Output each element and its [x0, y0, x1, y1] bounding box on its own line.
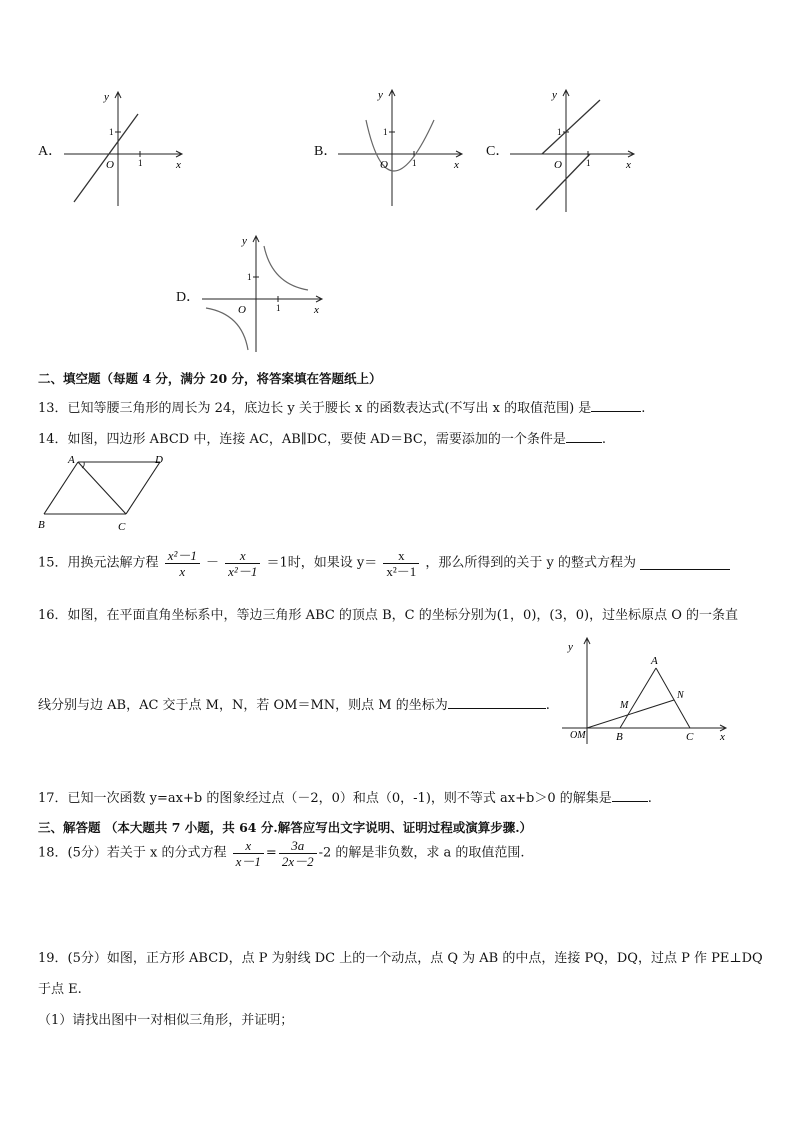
- svg-text:C: C: [686, 731, 694, 743]
- x-axis-label: x: [176, 159, 181, 171]
- tick-y-label: 1: [557, 127, 562, 137]
- tick-x-label: 1: [138, 158, 143, 168]
- svg-text:x: x: [720, 731, 725, 743]
- x-axis-label: x: [454, 159, 459, 171]
- question-13: 13．已知等腰三角形的周长为 24，底边长 y 关于腰长 x 的函数表达式(不写出 x 的取值范围) 是 .: [38, 401, 646, 416]
- parabola-graph: [366, 120, 434, 171]
- question-16-line-2: 线分别与边 AB，AC 交于点 M，N，若 OM＝MN，则点 M 的坐标为 .: [38, 698, 550, 713]
- option-d-label: D．: [176, 290, 201, 305]
- tick-x-label: 1: [412, 158, 417, 168]
- svg-text:B: B: [38, 519, 45, 531]
- svg-text:D: D: [155, 454, 163, 466]
- option-b-label: B．: [314, 144, 338, 159]
- tick-x-label: 1: [586, 158, 591, 168]
- fraction: $\frac{x}{\text{x²－1}}$: [383, 548, 419, 579]
- fraction: $\frac{x}{x-1}$: [233, 838, 264, 869]
- svg-text:A: A: [651, 655, 658, 667]
- tick-y-label: 1: [109, 127, 114, 137]
- answer-blank: [566, 430, 602, 443]
- question-18: 18．(5分）若关于 x 的分式方程 $\frac{x}{x-1}$ = $\frac{3a}{2x-2}$ -2 的解是非负数，求 a 的取值范围.: [38, 838, 525, 869]
- question-13-text: 13．已知等腰三角形的周长为 24，底边长 y 关于腰长 x 的函数表达式(不写出 x 的取值范围) 是: [38, 401, 592, 416]
- linear-graph-2: [536, 154, 590, 210]
- answer-blank: [640, 557, 730, 570]
- option-b-graph: [334, 86, 466, 210]
- svg-text:OM: OM: [570, 730, 586, 741]
- tick-x-label: 1: [276, 303, 281, 313]
- diagonal-ac: [78, 462, 126, 514]
- x-axis-label: x: [626, 159, 631, 171]
- side-ab: [620, 668, 656, 728]
- answer-blank: [612, 789, 648, 802]
- question-19-part-1: （1）请找出图中一对相似三角形，并证明；: [38, 1013, 294, 1028]
- y-axis-label: y: [378, 89, 383, 101]
- question-15: 15．用换元法解方程 $\frac{\text{x²－1}}{x}$ － $\frac{x}{\text{x²－1}}$ ＝1时，如果设 y＝ $\frac{x}{\text{x²－1}}$ ，那么所得到的关于 y 的整式方程为: [38, 548, 730, 579]
- origin-label: O: [238, 304, 246, 316]
- fraction: $\frac{\text{x²－1}}{x}$: [165, 548, 200, 579]
- answer-blank: [591, 399, 641, 412]
- question-16-line-1: 16．如图，在平面直角坐标系中，等边三角形 ABC 的顶点 B，C 的坐标分别为(1，0)，(3，0)，过坐标原点 O 的一条直: [38, 608, 738, 623]
- option-c-label: C．: [486, 144, 510, 159]
- x-axis-label: x: [314, 304, 319, 316]
- section-3-title: 三、解答题 （本大题共 7 小题，共 64 分.解答应写出文字说明、证明过程或演算步骤.）: [38, 820, 533, 835]
- fraction: $\frac{x}{\text{x²－1}}$: [225, 548, 260, 579]
- option-d-graph: [198, 232, 326, 356]
- side-ac: [656, 668, 690, 728]
- origin-label: O: [380, 159, 388, 171]
- svg-text:A: A: [68, 454, 75, 466]
- option-a-graph: [60, 88, 190, 210]
- question-14-figure: [32, 450, 174, 534]
- question-19-line-2: 于点 E.: [38, 982, 82, 997]
- tick-y-label: 1: [247, 272, 252, 282]
- line-through-origin: [587, 700, 674, 728]
- origin-label: O: [106, 159, 114, 171]
- answer-blank: [448, 696, 546, 709]
- svg-text:y: y: [568, 641, 573, 653]
- hyperbola-branch-1: [264, 246, 308, 290]
- section-2-title: 二、填空题（每题 4 分，满分 20 分，将答案填在答题纸上）: [38, 371, 382, 386]
- y-axis-label: y: [242, 235, 247, 247]
- origin-label: O: [554, 159, 562, 171]
- svg-text:N: N: [677, 690, 684, 701]
- question-16-figure: [560, 634, 736, 748]
- question-14: 14．如图，四边形 ABCD 中，连接 AC，AB∥DC，要使 AD＝BC，需要添加的一个条件是 .: [38, 432, 606, 447]
- question-14-text: 14．如图，四边形 ABCD 中，连接 AC，AB∥DC，要使 AD＝BC，需要添加的一个条件是: [38, 432, 566, 447]
- y-axis-label: y: [552, 89, 557, 101]
- question-17: 17．已知一次函数 y=ax+b 的图象经过点（－2，0）和点（0，-1)，则不等式 ax+b＞0 的解集是 .: [38, 791, 652, 806]
- svg-text:C: C: [118, 521, 126, 533]
- svg-text:B: B: [616, 731, 623, 743]
- tick-y-label: 1: [383, 127, 388, 137]
- question-17-text: 17．已知一次函数 y=ax+b 的图象经过点（－2，0）和点（0，-1)，则不等式 ax+b＞0 的解集是: [38, 791, 612, 806]
- fraction: $\frac{3a}{2x-2}$: [279, 838, 317, 869]
- linear-graph: [74, 114, 138, 202]
- y-axis-label: y: [104, 91, 109, 103]
- question-19-line-1: 19．(5分）如图，正方形 ABCD，点 P 为射线 DC 上的一个动点，点 Q 为 AB 的中点，连接 PQ，DQ，过点 P 作 PE⊥DQ: [38, 951, 763, 966]
- option-a-label: A．: [38, 144, 63, 159]
- option-c-graph: [506, 86, 638, 216]
- svg-text:M: M: [620, 700, 629, 711]
- linear-graph-1: [542, 100, 600, 154]
